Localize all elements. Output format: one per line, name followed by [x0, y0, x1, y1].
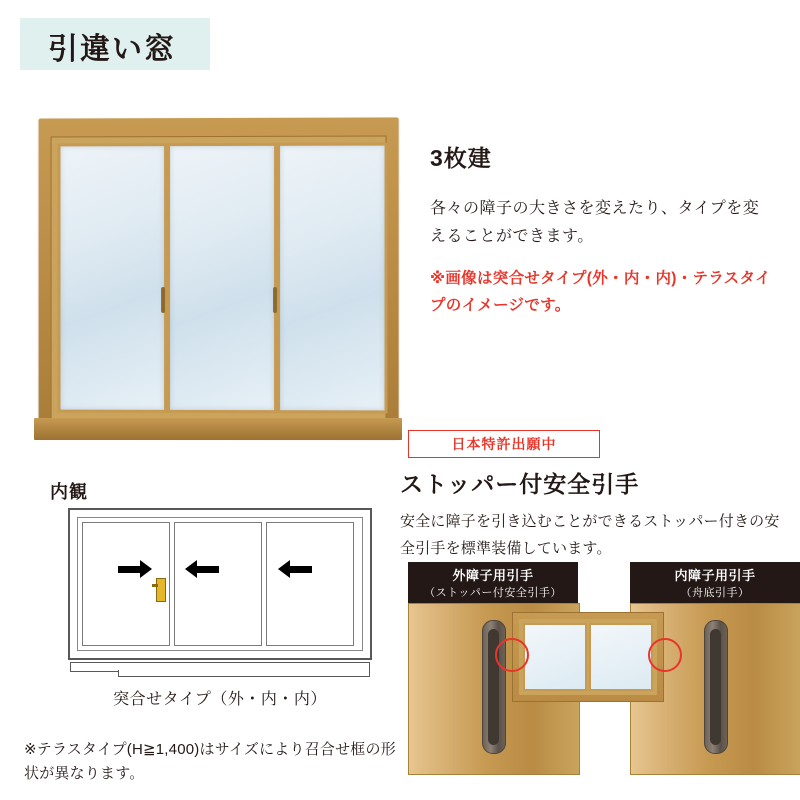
window-pane-center	[167, 143, 277, 413]
lock-icon	[156, 578, 166, 602]
inner-handle-slot-icon	[704, 620, 728, 754]
window-handle-left-icon	[161, 287, 165, 313]
arrow-left-right-icon	[278, 560, 312, 578]
section-title-stopper: ストッパー付安全引手	[400, 471, 640, 497]
inside-view-caption: 突合せタイプ（外・内・内）	[113, 691, 327, 708]
outer-handle-sub: （ストッパー付安全引手）	[424, 587, 562, 599]
window-illustration	[38, 118, 398, 448]
outer-handle-label	[408, 562, 578, 603]
arrow-right-icon	[118, 560, 152, 578]
inside-pane-center	[174, 522, 262, 646]
window-pane-left	[58, 143, 168, 413]
section-body-stopper: 安全に障子を引き込むことができるストッパー付きの安全引手を標準装備しています。	[400, 513, 780, 557]
page-title: 引違い窓	[48, 33, 176, 66]
section-title-3maidate: 3枚建	[430, 145, 492, 171]
mini-pane-left	[523, 623, 587, 691]
mini-window-diagram	[512, 612, 664, 702]
inner-handle-sub: （舟底引手）	[680, 587, 750, 599]
inside-pane-right	[266, 522, 354, 646]
arrow-left-center-icon	[185, 560, 219, 578]
inside-rail-lower	[118, 670, 370, 677]
window-pane-right	[277, 143, 387, 414]
patent-pending-badge: 日本特許出願中	[408, 430, 600, 458]
inner-handle-label	[630, 562, 800, 603]
inside-view-diagram	[68, 508, 372, 660]
mini-pane-right	[589, 623, 653, 691]
window-outer-frame	[39, 117, 399, 438]
window-handle-right-icon	[273, 287, 277, 313]
window-inner-frame	[51, 136, 387, 421]
callout-circle-left	[495, 638, 529, 672]
section-note-3maidate: ※画像は突合せタイプ(外・内・内)・テラスタイプのイメージです。	[430, 270, 771, 315]
inside-view-label: 内観	[50, 482, 88, 502]
inside-view-inner-frame	[77, 517, 363, 651]
callout-circle-right	[648, 638, 682, 672]
page-footnote: ※テラスタイプ(H≧1,400)はサイズにより召合せ框の形状が異なります。	[24, 741, 396, 782]
window-sill	[34, 418, 402, 440]
mini-window-inner	[519, 619, 657, 695]
outer-handle-title: 外障子用引手	[452, 568, 534, 583]
section-body-3maidate: 各々の障子の大きさを変えたり、タイプを変えることができます。	[430, 200, 760, 245]
inner-handle-title: 内障子用引手	[674, 568, 756, 583]
